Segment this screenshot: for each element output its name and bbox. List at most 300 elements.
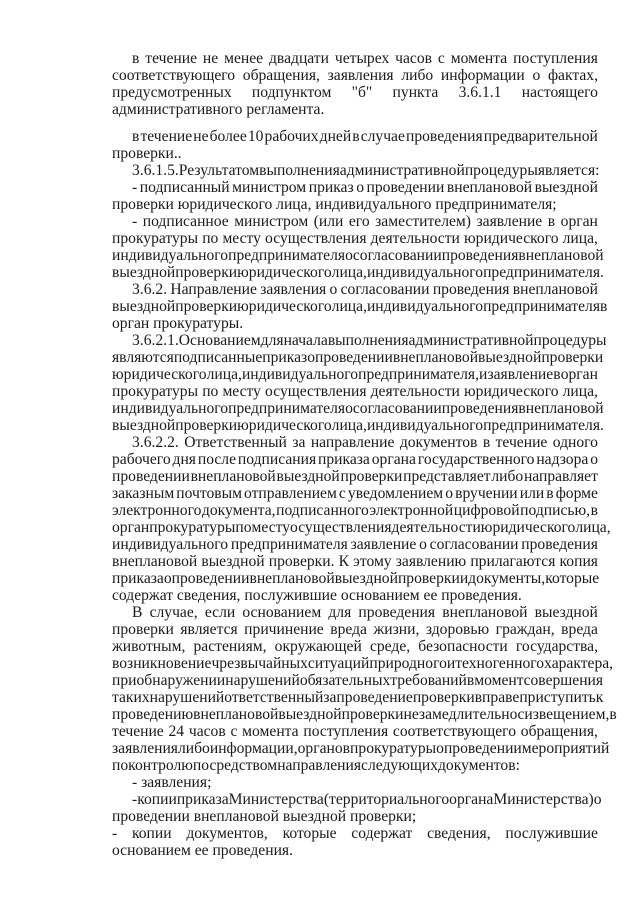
word: при bbox=[112, 672, 137, 689]
word: причинение bbox=[244, 621, 324, 638]
word: о bbox=[419, 536, 427, 553]
word: лица, bbox=[331, 417, 367, 434]
word: предпринимателя. bbox=[483, 417, 604, 434]
word: если bbox=[204, 604, 236, 621]
word: течение bbox=[140, 128, 193, 145]
word: в bbox=[600, 298, 608, 315]
text-line: основанием ее проведения. bbox=[112, 842, 293, 859]
text-line: - заявления; bbox=[132, 774, 212, 791]
word: индивидуального bbox=[241, 366, 359, 383]
word: В bbox=[132, 604, 143, 621]
word: административной bbox=[408, 332, 534, 349]
word: копии bbox=[131, 825, 172, 842]
word: Основанием bbox=[178, 332, 261, 349]
word: выполнения bbox=[327, 332, 409, 349]
word: проведении bbox=[366, 179, 445, 196]
word: послужившие bbox=[505, 825, 598, 842]
word: о bbox=[532, 67, 541, 84]
word: юридического bbox=[464, 230, 559, 247]
text-line bbox=[112, 570, 598, 587]
text-line bbox=[112, 349, 604, 366]
text-line: содержат сведения, послужившие основанием ее проведения. bbox=[112, 587, 522, 604]
word: процедуры bbox=[533, 332, 607, 349]
word: которые bbox=[545, 570, 600, 587]
word: соответствующего bbox=[112, 67, 236, 84]
word: приступить bbox=[519, 689, 596, 706]
word: по bbox=[202, 230, 219, 247]
text-line bbox=[112, 383, 598, 400]
word: для bbox=[328, 604, 352, 621]
word: юридического bbox=[237, 264, 332, 281]
text-line bbox=[112, 417, 604, 434]
word: предпринимателя, bbox=[358, 366, 479, 383]
word: Направление bbox=[170, 281, 257, 298]
word: выездной bbox=[334, 570, 398, 587]
word: государства, bbox=[515, 638, 598, 655]
word: 24 bbox=[168, 723, 185, 740]
word: (территориального bbox=[323, 791, 450, 808]
word: возникновение bbox=[112, 655, 212, 672]
word: проверки bbox=[175, 298, 238, 315]
word: проверки bbox=[341, 706, 404, 723]
word: документы, bbox=[468, 570, 546, 587]
word: растениям, bbox=[193, 638, 267, 655]
word: четырех bbox=[334, 50, 390, 67]
word: по bbox=[235, 519, 252, 536]
text-line bbox=[112, 502, 598, 519]
word: в bbox=[553, 366, 561, 383]
word: совершения bbox=[523, 672, 604, 689]
word: момента bbox=[242, 723, 299, 740]
word: направление bbox=[310, 434, 395, 451]
word: направляет bbox=[523, 468, 598, 485]
word: случае bbox=[360, 128, 405, 145]
word: заявления bbox=[327, 67, 394, 84]
word: индивидуального bbox=[366, 264, 484, 281]
word: выполнения bbox=[259, 162, 340, 179]
word: о bbox=[445, 485, 454, 502]
word: заявление bbox=[487, 366, 554, 383]
word: министром bbox=[232, 179, 307, 196]
text-line bbox=[112, 247, 604, 264]
word: документов: bbox=[438, 757, 520, 774]
word: орган bbox=[112, 519, 150, 536]
word: приказа bbox=[112, 570, 164, 587]
word: вреда bbox=[330, 621, 367, 638]
text-line: орган прокуратуры. bbox=[112, 315, 244, 332]
word: двадцати bbox=[269, 50, 329, 67]
word: о bbox=[345, 400, 353, 417]
text-line bbox=[132, 791, 602, 808]
word: - bbox=[132, 213, 138, 230]
word: электронного bbox=[112, 502, 202, 519]
word: копия bbox=[559, 553, 598, 570]
text-line bbox=[112, 757, 520, 774]
word: подписанные bbox=[173, 349, 263, 366]
word: лица, bbox=[331, 298, 367, 315]
word: юридического bbox=[237, 298, 332, 315]
word: - bbox=[132, 791, 138, 808]
word: "б" bbox=[351, 84, 373, 101]
word: лица, bbox=[562, 230, 598, 247]
word: подписью, bbox=[520, 502, 591, 519]
word: копии bbox=[137, 791, 177, 808]
word: согласовании bbox=[340, 281, 430, 298]
word: безопасности bbox=[418, 638, 508, 655]
word: обращения, bbox=[242, 67, 320, 84]
word: заявления bbox=[260, 281, 327, 298]
word: К bbox=[338, 553, 350, 570]
word: индивидуального bbox=[112, 247, 229, 264]
word: в bbox=[466, 672, 475, 689]
word: о bbox=[163, 570, 172, 587]
word: таких bbox=[112, 689, 150, 706]
word: проверки bbox=[340, 468, 403, 485]
text-line bbox=[112, 519, 611, 536]
word: содержат bbox=[351, 825, 413, 842]
word: следующих bbox=[361, 757, 438, 774]
word: поступления bbox=[513, 50, 598, 67]
word: проведении bbox=[171, 570, 250, 587]
word: обращения, bbox=[520, 723, 598, 740]
word: в bbox=[352, 128, 360, 145]
word: выездной bbox=[478, 349, 542, 366]
word: индивидуального bbox=[366, 417, 484, 434]
word: либо bbox=[491, 468, 524, 485]
word: процедуры bbox=[464, 162, 538, 179]
word: заявление bbox=[350, 536, 417, 553]
word: окружающей bbox=[274, 638, 362, 655]
word: о bbox=[593, 791, 602, 808]
word: и bbox=[479, 366, 488, 383]
word: согласовании bbox=[352, 247, 442, 264]
word: орган bbox=[560, 366, 598, 383]
word: рабочих bbox=[264, 128, 319, 145]
word: нарушений bbox=[225, 672, 300, 689]
text-line bbox=[112, 825, 598, 842]
text-line bbox=[112, 740, 610, 757]
word: мероприятий bbox=[521, 740, 610, 757]
text-line bbox=[112, 230, 598, 247]
word: внеплановой bbox=[518, 400, 604, 417]
word: проверки bbox=[541, 349, 604, 366]
word: предпринимателя bbox=[230, 536, 348, 553]
word: дней bbox=[319, 128, 352, 145]
text-line bbox=[112, 468, 598, 485]
word: для bbox=[260, 332, 284, 349]
word: информации bbox=[440, 67, 525, 84]
word: соответствующего bbox=[392, 723, 516, 740]
text-line bbox=[112, 706, 617, 723]
word: обязательных bbox=[299, 672, 391, 689]
word: проведения bbox=[432, 281, 510, 298]
word: прокуратуры bbox=[350, 740, 437, 757]
word: индивидуального bbox=[112, 536, 229, 553]
word: прокуратуры bbox=[112, 383, 199, 400]
word: - bbox=[112, 825, 118, 842]
word: к bbox=[595, 689, 604, 706]
word: уведомлением bbox=[347, 485, 444, 502]
word: граждан, bbox=[495, 621, 555, 638]
word: надзора bbox=[536, 451, 589, 468]
word: государственного bbox=[417, 451, 535, 468]
word: проверки bbox=[175, 417, 238, 434]
text-line: проведении внеплановой выездной проверки; bbox=[112, 808, 417, 825]
word: заместителем) bbox=[375, 213, 471, 230]
word: либо bbox=[401, 67, 434, 84]
word: настоящего bbox=[521, 84, 598, 101]
word: отправлением bbox=[244, 485, 337, 502]
word: орган bbox=[560, 213, 598, 230]
word: пункта bbox=[392, 84, 439, 101]
word: поступления bbox=[303, 723, 389, 740]
word: течение bbox=[112, 723, 164, 740]
word: предпринимателя bbox=[228, 400, 346, 417]
text-line bbox=[112, 672, 604, 689]
word: выездной bbox=[112, 417, 176, 434]
word: в bbox=[546, 485, 554, 502]
word: предпринимателя bbox=[483, 298, 601, 315]
text-line bbox=[132, 162, 598, 179]
text-line bbox=[132, 50, 598, 67]
word: электронной bbox=[369, 502, 454, 519]
text-line bbox=[132, 213, 598, 230]
word: предпринимателя bbox=[228, 247, 346, 264]
word: проведении bbox=[315, 349, 393, 366]
word: лица, bbox=[331, 264, 367, 281]
word: о bbox=[590, 451, 598, 468]
word: органа bbox=[371, 451, 416, 468]
word: лица, bbox=[562, 383, 598, 400]
word: индивидуального bbox=[366, 298, 484, 315]
word: проведении bbox=[112, 468, 190, 485]
text-line bbox=[112, 553, 598, 570]
word: за bbox=[323, 689, 337, 706]
word: выездной bbox=[276, 468, 340, 485]
word: почтовым bbox=[176, 485, 242, 502]
word: цифровой bbox=[453, 502, 520, 519]
word: 3.6.1.1 bbox=[458, 84, 502, 101]
word: либо bbox=[177, 740, 210, 757]
word: заказным bbox=[112, 485, 175, 502]
word: момент bbox=[474, 672, 524, 689]
word: проверки bbox=[175, 264, 238, 281]
word: заявлению bbox=[395, 553, 467, 570]
word: нарушений bbox=[149, 689, 225, 706]
word: ситуаций bbox=[307, 655, 370, 672]
word: представляет bbox=[403, 468, 491, 485]
text-line bbox=[112, 638, 598, 655]
word: выездной bbox=[278, 706, 342, 723]
text-line bbox=[112, 689, 604, 706]
word: или bbox=[519, 485, 545, 502]
word: часов bbox=[395, 50, 433, 67]
word: проведение bbox=[336, 689, 413, 706]
word: с bbox=[437, 50, 445, 67]
word: проведении bbox=[443, 740, 522, 757]
word: начала bbox=[283, 332, 328, 349]
word: направления bbox=[277, 757, 362, 774]
word: является bbox=[180, 621, 238, 638]
word: заявления bbox=[112, 740, 178, 757]
word: ответственный bbox=[224, 689, 324, 706]
word: проведению bbox=[112, 706, 194, 723]
word: по bbox=[202, 383, 219, 400]
word: животным, bbox=[112, 638, 186, 655]
word: Министерства) bbox=[493, 791, 594, 808]
word: осуществления bbox=[265, 383, 367, 400]
word: 3.6.2.1. bbox=[132, 332, 179, 349]
word: течение bbox=[495, 434, 548, 451]
word: приказ bbox=[308, 179, 354, 196]
word: прокуратуры bbox=[112, 230, 199, 247]
word: месту bbox=[251, 519, 291, 536]
word: в bbox=[132, 128, 140, 145]
word: и bbox=[446, 655, 456, 672]
word: подписанного bbox=[276, 502, 369, 519]
word: Результатом bbox=[178, 162, 260, 179]
word: проведения bbox=[441, 400, 519, 417]
text-line bbox=[112, 400, 604, 417]
word: здоровью bbox=[425, 621, 490, 638]
text-line bbox=[132, 604, 598, 621]
word: проведения bbox=[521, 536, 598, 553]
word: среде, bbox=[369, 638, 411, 655]
word: предварительной bbox=[483, 128, 598, 145]
word: согласовании bbox=[429, 536, 519, 553]
word: 3.6.2. bbox=[132, 281, 168, 298]
text-line bbox=[132, 434, 598, 451]
word: месту bbox=[222, 383, 261, 400]
word: характера, bbox=[544, 655, 614, 672]
word: приказа bbox=[176, 791, 229, 808]
word: рабочего bbox=[112, 451, 171, 468]
word: в bbox=[547, 213, 556, 230]
word: документов bbox=[399, 434, 478, 451]
text-line: проверки юридического лица, индивидуального предпринимателя; bbox=[112, 196, 557, 213]
word: проведения bbox=[405, 128, 483, 145]
word: приказа bbox=[318, 451, 370, 468]
word: осуществления bbox=[265, 230, 367, 247]
word: 3.6.2.2. bbox=[132, 434, 179, 451]
word: юридического bbox=[112, 366, 207, 383]
word: заявление bbox=[476, 213, 543, 230]
word: после bbox=[197, 451, 237, 468]
word: внеплановой bbox=[249, 570, 335, 587]
text-line bbox=[112, 451, 598, 468]
word: часов bbox=[188, 723, 226, 740]
word: и bbox=[459, 570, 469, 587]
word: природного bbox=[369, 655, 447, 672]
word: посредством bbox=[192, 757, 278, 774]
word: о bbox=[345, 247, 353, 264]
word: с bbox=[338, 485, 346, 502]
word: техногенного bbox=[455, 655, 545, 672]
word: вручении bbox=[455, 485, 518, 502]
word: течение bbox=[145, 50, 198, 67]
word: проведения bbox=[441, 247, 519, 264]
word: деятельности bbox=[370, 230, 460, 247]
text-line bbox=[132, 332, 607, 349]
word: административной bbox=[339, 162, 465, 179]
word: юридического bbox=[464, 383, 559, 400]
word: не bbox=[193, 128, 209, 145]
word: незамедлительно bbox=[403, 706, 518, 723]
word: деятельности bbox=[370, 383, 460, 400]
word: приказ bbox=[262, 349, 308, 366]
word: проверки bbox=[397, 570, 460, 587]
word: внеплановой bbox=[392, 349, 479, 366]
word: о bbox=[356, 179, 364, 196]
word: контролю bbox=[128, 757, 193, 774]
word: менее bbox=[224, 50, 264, 67]
word: вправе bbox=[474, 689, 520, 706]
word: фактах, bbox=[547, 67, 598, 84]
word: по bbox=[112, 757, 129, 774]
word: месту bbox=[222, 230, 261, 247]
word: выездной bbox=[534, 179, 598, 196]
word: 10 bbox=[247, 128, 264, 145]
word: одного bbox=[552, 434, 598, 451]
word: Министерства bbox=[228, 791, 324, 808]
text-line bbox=[112, 264, 604, 281]
word: выездной bbox=[201, 553, 265, 570]
word: которые bbox=[282, 825, 337, 842]
text-line bbox=[112, 655, 614, 672]
word: индивидуального bbox=[112, 400, 229, 417]
word: внеплановой bbox=[512, 281, 598, 298]
word: жизни, bbox=[373, 621, 420, 638]
text-line bbox=[112, 298, 608, 315]
word: о bbox=[329, 281, 338, 298]
word: внеплановой bbox=[190, 468, 276, 485]
word: является: bbox=[537, 162, 600, 179]
word: проведения bbox=[358, 604, 436, 621]
word: подписанный bbox=[139, 179, 230, 196]
word: более bbox=[209, 128, 247, 145]
word: с bbox=[230, 723, 238, 740]
word: случае, bbox=[149, 604, 198, 621]
word: министром bbox=[234, 213, 309, 230]
text-line bbox=[112, 621, 598, 638]
word: извещением, bbox=[524, 706, 610, 723]
text-line bbox=[132, 128, 598, 145]
word: - bbox=[132, 179, 138, 196]
word: внеплановой bbox=[442, 604, 528, 621]
text-line bbox=[112, 485, 598, 502]
word: документа, bbox=[201, 502, 276, 519]
text-line bbox=[112, 536, 598, 553]
word: этому bbox=[353, 553, 392, 570]
text-line bbox=[112, 723, 598, 740]
word: 3.6.1.5. bbox=[132, 162, 179, 179]
word: согласовании bbox=[352, 400, 442, 417]
word: подписания bbox=[237, 451, 317, 468]
text-line bbox=[112, 67, 598, 84]
word: внеплановой bbox=[112, 553, 198, 570]
word: проверки bbox=[412, 689, 475, 706]
word: осуществления bbox=[290, 519, 392, 536]
word: о bbox=[436, 740, 444, 757]
word: в bbox=[609, 706, 617, 723]
word: в bbox=[590, 502, 598, 519]
text-line bbox=[112, 84, 598, 101]
word: выездной bbox=[112, 298, 176, 315]
word: форме bbox=[555, 485, 598, 502]
word: за bbox=[292, 434, 306, 451]
word: его bbox=[348, 213, 370, 230]
word: выездной bbox=[534, 604, 598, 621]
